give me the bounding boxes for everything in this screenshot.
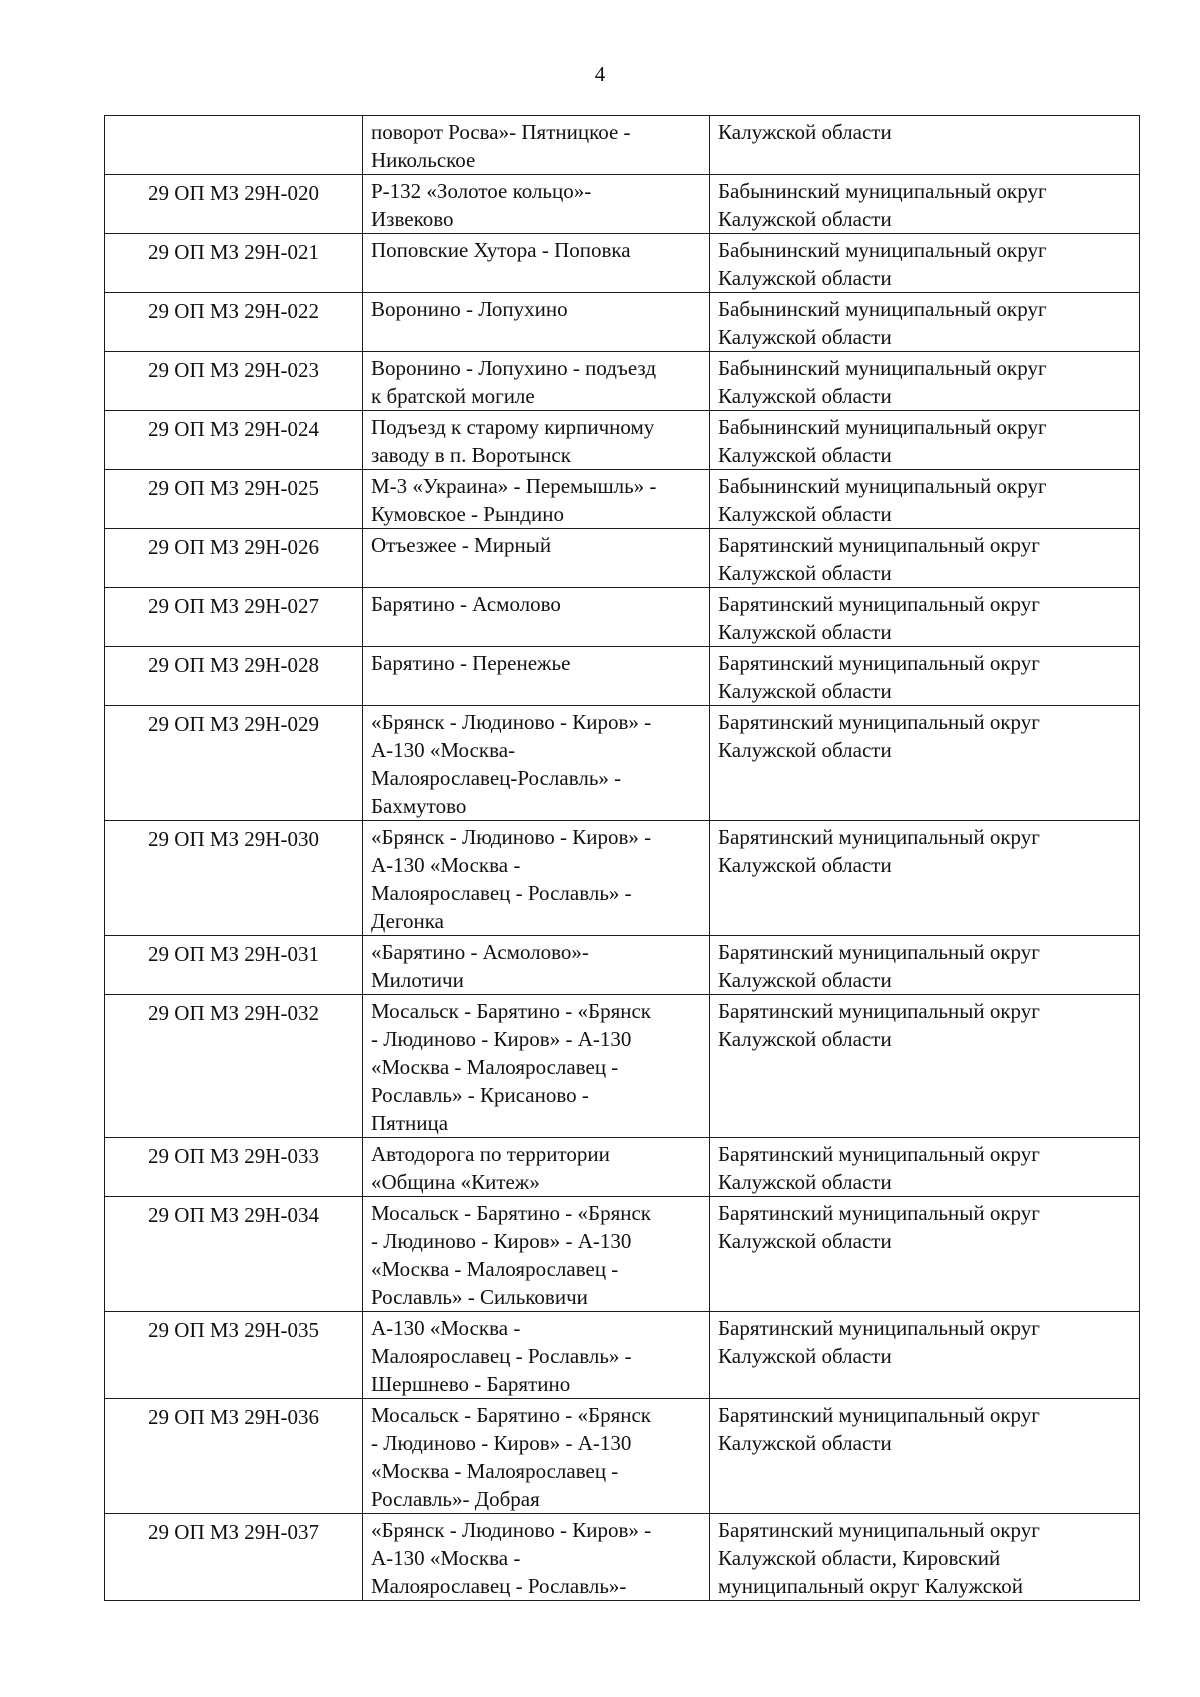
road-name-cell: Барятино - Асмолово bbox=[363, 588, 710, 647]
table-row bbox=[105, 936, 1140, 995]
road-location-cell: Бабынинский муниципальный округ Калужской области bbox=[710, 411, 1140, 470]
road-id-cell: 29 ОП МЗ 29Н-036 bbox=[105, 1399, 363, 1514]
road-location-cell: Бабынинский муниципальный округ Калужской области bbox=[710, 352, 1140, 411]
road-name-cell: Мосальск - Барятино - «Брянск - Людиново - Киров» - А-130 «Москва - Малоярославец - Рославль» - Крисаново - Пятница bbox=[363, 995, 710, 1138]
road-id-cell: 29 ОП МЗ 29Н-033 bbox=[105, 1138, 363, 1197]
road-name-cell: Поповские Хутора - Поповка bbox=[363, 234, 710, 293]
road-location-cell: Барятинский муниципальный округ Калужской области, Кировский муниципальный округ Калужской bbox=[710, 1514, 1140, 1601]
road-location-cell: Барятинский муниципальный округ Калужской области bbox=[710, 706, 1140, 821]
road-id-cell: 29 ОП МЗ 29Н-029 bbox=[105, 706, 363, 821]
table-row bbox=[105, 821, 1140, 936]
table-row bbox=[105, 234, 1140, 293]
road-location-cell: Барятинский муниципальный округ Калужской области bbox=[710, 936, 1140, 995]
road-id-cell: 29 ОП МЗ 29Н-024 bbox=[105, 411, 363, 470]
road-location-cell: Барятинский муниципальный округ Калужской области bbox=[710, 1197, 1140, 1312]
table-row bbox=[105, 1138, 1140, 1197]
road-location-cell: Барятинский муниципальный округ Калужской области bbox=[710, 647, 1140, 706]
table-row bbox=[105, 116, 1140, 175]
table-row bbox=[105, 175, 1140, 234]
road-location-cell: Барятинский муниципальный округ Калужской области bbox=[710, 529, 1140, 588]
road-location-cell: Бабынинский муниципальный округ Калужской области bbox=[710, 470, 1140, 529]
road-location-cell: Барятинский муниципальный округ Калужской области bbox=[710, 1138, 1140, 1197]
road-id-cell: 29 ОП МЗ 29Н-025 bbox=[105, 470, 363, 529]
road-name-cell: Подъезд к старому кирпичному заводу в п. Воротынск bbox=[363, 411, 710, 470]
table-row bbox=[105, 588, 1140, 647]
road-id-cell: 29 ОП МЗ 29Н-023 bbox=[105, 352, 363, 411]
road-name-cell: М-3 «Украина» - Перемышль» - Кумовское - Рындино bbox=[363, 470, 710, 529]
table-row bbox=[105, 647, 1140, 706]
road-location-cell: Барятинский муниципальный округ Калужской области bbox=[710, 821, 1140, 936]
road-name-cell: Мосальск - Барятино - «Брянск - Людиново - Киров» - А-130 «Москва - Малоярославец - Рославль»- Добрая bbox=[363, 1399, 710, 1514]
road-location-cell: Бабынинский муниципальный округ Калужской области bbox=[710, 293, 1140, 352]
road-name-cell: Р-132 «Золотое кольцо»- Извеково bbox=[363, 175, 710, 234]
roads-table-body bbox=[105, 116, 1140, 1601]
road-name-cell: «Брянск - Людиново - Киров» - А-130 «Москва - Малоярославец - Рославль»- bbox=[363, 1514, 710, 1601]
road-name-cell: Автодорога по территории «Община «Китеж» bbox=[363, 1138, 710, 1197]
road-name-cell: Мосальск - Барятино - «Брянск - Людиново - Киров» - А-130 «Москва - Малоярославец - Рославль» - Сильковичи bbox=[363, 1197, 710, 1312]
road-location-cell: Калужской области bbox=[710, 116, 1140, 175]
road-name-cell: Отъезжее - Мирный bbox=[363, 529, 710, 588]
road-name-cell: Воронино - Лопухино - подъезд к братской могиле bbox=[363, 352, 710, 411]
road-id-cell: 29 ОП МЗ 29Н-032 bbox=[105, 995, 363, 1138]
table-row bbox=[105, 293, 1140, 352]
road-id-cell: 29 ОП МЗ 29Н-030 bbox=[105, 821, 363, 936]
road-name-cell: Барятино - Перенежье bbox=[363, 647, 710, 706]
road-id-cell: 29 ОП МЗ 29Н-037 bbox=[105, 1514, 363, 1601]
table-row bbox=[105, 529, 1140, 588]
road-id-cell: 29 ОП МЗ 29Н-035 bbox=[105, 1312, 363, 1399]
road-name-cell: «Брянск - Людиново - Киров» - А-130 «Москва- Малоярославец-Рославль» - Бахмутово bbox=[363, 706, 710, 821]
road-name-cell: Воронино - Лопухино bbox=[363, 293, 710, 352]
table-row bbox=[105, 706, 1140, 821]
road-id-cell: 29 ОП МЗ 29Н-034 bbox=[105, 1197, 363, 1312]
road-id-cell: 29 ОП МЗ 29Н-027 bbox=[105, 588, 363, 647]
road-name-cell: А-130 «Москва - Малоярославец - Рославль» - Шершнево - Барятино bbox=[363, 1312, 710, 1399]
road-name-cell: «Брянск - Людиново - Киров» - А-130 «Москва - Малоярославец - Рославль» - Дегонка bbox=[363, 821, 710, 936]
road-location-cell: Барятинский муниципальный округ Калужской области bbox=[710, 1399, 1140, 1514]
road-id-cell: 29 ОП МЗ 29Н-020 bbox=[105, 175, 363, 234]
road-id-cell bbox=[105, 116, 363, 175]
table-row bbox=[105, 411, 1140, 470]
table-row bbox=[105, 1399, 1140, 1514]
road-location-cell: Бабынинский муниципальный округ Калужской области bbox=[710, 234, 1140, 293]
road-id-cell: 29 ОП МЗ 29Н-031 bbox=[105, 936, 363, 995]
table-row bbox=[105, 1312, 1140, 1399]
road-location-cell: Барятинский муниципальный округ Калужской области bbox=[710, 995, 1140, 1138]
table-row bbox=[105, 1197, 1140, 1312]
table-row bbox=[105, 1514, 1140, 1601]
table-row bbox=[105, 470, 1140, 529]
road-name-cell: поворот Росва»- Пятницкое - Никольское bbox=[363, 116, 710, 175]
page-number: 4 bbox=[594, 62, 606, 86]
road-id-cell: 29 ОП МЗ 29Н-021 bbox=[105, 234, 363, 293]
road-id-cell: 29 ОП МЗ 29Н-022 bbox=[105, 293, 363, 352]
road-id-cell: 29 ОП МЗ 29Н-028 bbox=[105, 647, 363, 706]
road-location-cell: Барятинский муниципальный округ Калужской области bbox=[710, 1312, 1140, 1399]
table-row bbox=[105, 352, 1140, 411]
table-row bbox=[105, 995, 1140, 1138]
road-location-cell: Барятинский муниципальный округ Калужской области bbox=[710, 588, 1140, 647]
road-name-cell: «Барятино - Асмолово»- Милотичи bbox=[363, 936, 710, 995]
roads-table bbox=[104, 115, 1140, 1601]
road-location-cell: Бабынинский муниципальный округ Калужской области bbox=[710, 175, 1140, 234]
road-id-cell: 29 ОП МЗ 29Н-026 bbox=[105, 529, 363, 588]
